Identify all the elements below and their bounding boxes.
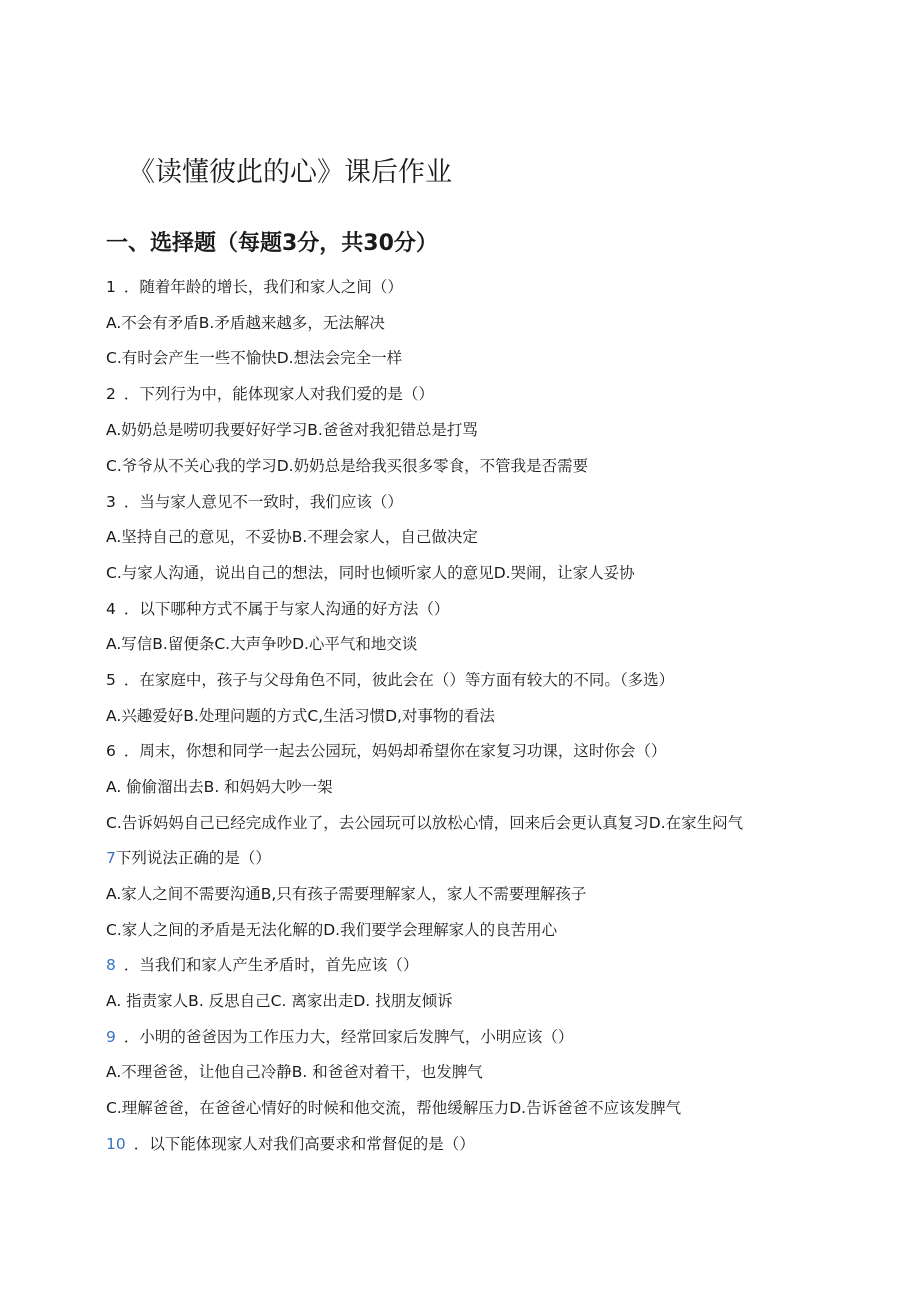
option-line: [106, 1062, 483, 1082]
question-number: 5: [106, 671, 116, 689]
option-line: [106, 813, 743, 833]
line-text: ．当与家人意见不一致时，我们应该（）: [123, 493, 403, 511]
option-line: [106, 1098, 681, 1118]
line-text: A. 偷偷溜出去B. 和妈妈大吵一架: [106, 778, 333, 796]
line-text: C.家人之间的矛盾是无法化解的D.我们要学会理解家人的良苦用心: [106, 921, 558, 939]
line-text: C.有时会产生一些不愉快D.想法会完全一样: [106, 349, 403, 367]
question-number: 9: [106, 1028, 116, 1046]
question-number: 1: [106, 278, 116, 296]
line-text: A.写信B.留便条C.大声争吵D.心平气和地交谈: [106, 635, 418, 653]
question-number: 3: [106, 493, 116, 511]
line-text: C.爷爷从不关心我的学习D.奶奶总是给我买很多零食，不管我是否需要: [106, 457, 589, 475]
question-line: [106, 955, 418, 975]
option-line: [106, 706, 495, 726]
question-number: 2: [106, 385, 116, 403]
section-heading: 一、选择题（每题3分，共30分）: [106, 231, 438, 256]
question-line: [106, 848, 271, 868]
line-text: C.告诉妈妈自己已经完成作业了，去公园玩可以放松心情，回来后会更认真复习D.在家生闷气: [106, 814, 744, 832]
line-text: ．随着年龄的增长，我们和家人之间（）: [123, 278, 403, 296]
option-line: [106, 634, 417, 654]
line-text: A.坚持自己的意见，不妥协B.不理会家人，自己做决定: [106, 528, 478, 546]
question-number: 10: [106, 1135, 126, 1153]
line-text: A.不会有矛盾B.矛盾越来越多，无法解决: [106, 314, 385, 332]
question-line: [106, 1134, 475, 1154]
question-number: 4: [106, 600, 116, 618]
option-line: [106, 527, 478, 547]
line-text: ．小明的爸爸因为工作压力大，经常回家后发脾气，小明应该（）: [123, 1028, 574, 1046]
question-line: [106, 670, 674, 690]
option-line: [106, 563, 635, 583]
line-text: ．周末，你想和同学一起去公园玩，妈妈却希望你在家复习功课，这时你会（）: [123, 742, 667, 760]
line-text: C.理解爸爸，在爸爸心情好的时候和他交流，帮他缓解压力D.告诉爸爸不应该发脾气: [106, 1099, 682, 1117]
option-line: [106, 920, 557, 940]
line-text: 下列说法正确的是（）: [115, 849, 271, 867]
option-line: [106, 348, 402, 368]
option-line: [106, 884, 586, 904]
option-line: [106, 456, 588, 476]
line-text: ．下列行为中，能体现家人对我们爱的是（）: [123, 385, 434, 403]
document-title: 《读懂彼此的心》课后作业: [128, 157, 452, 188]
option-line: [106, 777, 333, 797]
line-text: A.不理爸爸，让他自己冷静B. 和爸爸对着干，也发脾气: [106, 1063, 483, 1081]
question-line: [106, 277, 403, 297]
question-number: 6: [106, 742, 116, 760]
option-line: [106, 420, 478, 440]
question-number: 7: [106, 849, 116, 867]
question-line: [106, 741, 666, 761]
line-text: A.家人之间不需要沟通B,只有孩子需要理解家人，家人不需要理解孩子: [106, 885, 587, 903]
line-text: A. 指责家人B. 反思自己C. 离家出走D. 找朋友倾诉: [106, 992, 453, 1010]
line-text: A.兴趣爱好B.处理问题的方式C,生活习惯D,对事物的看法: [106, 707, 495, 725]
line-text: C.与家人沟通，说出自己的想法，同时也倾听家人的意见D.哭闹，让家人妥协: [106, 564, 635, 582]
option-line: [106, 991, 453, 1011]
question-line: [106, 599, 449, 619]
line-text: ．以下哪种方式不属于与家人沟通的好方法（）: [123, 600, 450, 618]
question-line: [106, 384, 434, 404]
question-number: 8: [106, 956, 116, 974]
line-text: ．以下能体现家人对我们高要求和常督促的是（）: [133, 1135, 475, 1153]
line-text: A.奶奶总是唠叨我要好好学习B.爸爸对我犯错总是打骂: [106, 421, 478, 439]
option-line: [106, 313, 385, 333]
line-text: ．当我们和家人产生矛盾时，首先应该（）: [123, 956, 419, 974]
question-line: [106, 492, 403, 512]
line-text: ．在家庭中，孩子与父母角色不同，彼此会在（）等方面有较大的不同。（多选）: [123, 671, 675, 689]
question-line: [106, 1027, 573, 1047]
